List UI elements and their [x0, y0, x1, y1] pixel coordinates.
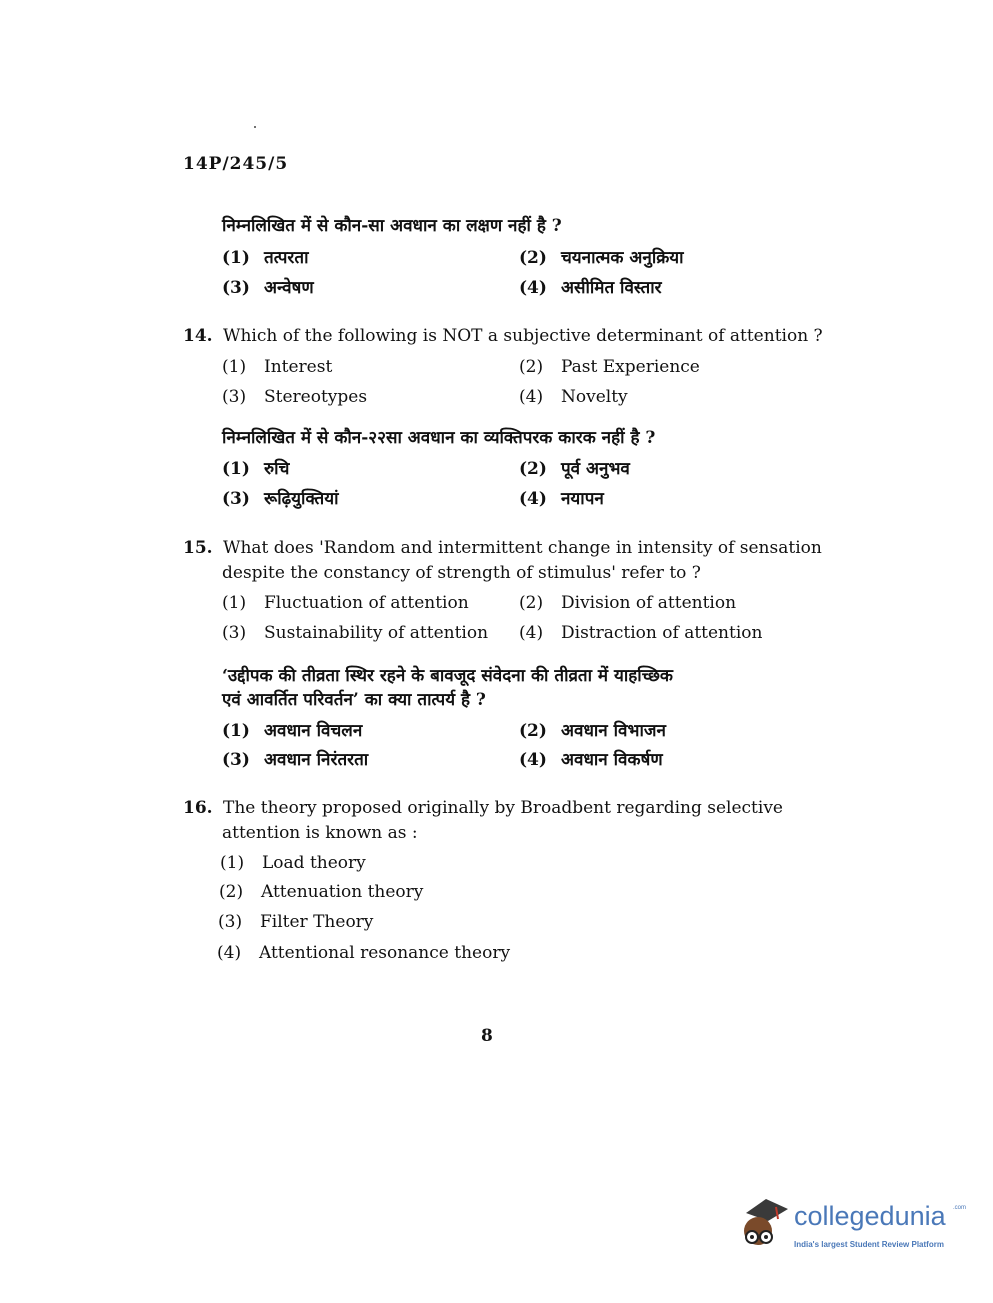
option-number: (3)	[222, 489, 250, 509]
option-number: (3)	[222, 387, 247, 407]
q16-question-line-2: attention is known as :	[222, 823, 418, 843]
q14-option-2	[519, 357, 700, 377]
option-number: (2)	[519, 721, 547, 741]
q14-hindi-option-3	[222, 486, 339, 509]
option-number: (4)	[519, 489, 547, 509]
q13-hindi-option-2	[519, 245, 684, 268]
q15-hindi-line-1: ‘उद्दीपक की तीव्रता स्थिर रहने के बावजूद संवेदना की तीव्रता में याहच्छिक	[222, 666, 673, 686]
option-text: चयनात्मक अनुक्रिया	[561, 248, 684, 268]
option-text: तत्परता	[264, 248, 309, 268]
option-number: (4)	[217, 943, 242, 963]
question-number: 15.	[183, 538, 213, 558]
option-number: (4)	[519, 278, 547, 298]
option-text: Distraction of attention	[561, 623, 763, 643]
option-number: (3)	[222, 623, 247, 643]
option-number: (4)	[519, 387, 544, 407]
option-text: अवधान निरंतरता	[264, 750, 369, 770]
q16-option-1	[220, 853, 366, 873]
q14-hindi-text: निम्नलिखित में से कौन-२२सा अवधान का व्यक्तिपरक कारक नहीं है ?	[222, 428, 656, 448]
option-number: (1)	[222, 357, 247, 377]
option-text: Sustainability of attention	[264, 623, 489, 643]
brand-name: collegedunia	[794, 1201, 946, 1231]
q16-option-4	[217, 943, 510, 963]
option-number: (1)	[222, 459, 250, 479]
option-text: Filter Theory	[260, 912, 374, 932]
option-text: अन्वेषण	[264, 278, 314, 298]
q15-question-line-1	[183, 538, 822, 558]
q15-hindi-option-2	[519, 718, 666, 741]
brand-domain: .com	[953, 1205, 967, 1211]
option-number: (2)	[519, 248, 547, 268]
option-number: (3)	[218, 912, 243, 932]
option-text: रूढ़ियुक्तियां	[264, 489, 339, 509]
q13-hindi-option-4	[519, 275, 662, 298]
brand-tagline: India's largest Student Review Platform	[794, 1240, 944, 1249]
q15-hindi-option-4	[519, 747, 663, 770]
option-text: रुचि	[264, 459, 290, 479]
q13-hindi-option-1	[222, 245, 308, 268]
q13-hindi-option-3	[222, 275, 314, 298]
question-text: What does 'Random and intermittent change in intensity of sensation	[223, 538, 822, 558]
option-number: (2)	[519, 593, 544, 613]
q14-option-4	[519, 387, 628, 407]
q14-option-1	[222, 357, 332, 377]
option-number: (2)	[219, 882, 244, 902]
mascot-icon	[736, 1195, 792, 1255]
option-text: अवधान विभाजन	[561, 721, 666, 741]
question-number: 16.	[183, 798, 213, 818]
option-text: Division of attention	[561, 593, 737, 613]
option-text: Novelty	[561, 387, 628, 407]
option-number: (4)	[519, 750, 547, 770]
q15-option-3	[222, 623, 488, 643]
option-number: (3)	[222, 750, 250, 770]
q14-hindi-option-1	[222, 456, 289, 479]
option-text: नयापन	[561, 489, 604, 509]
q15-question-line-2: despite the constancy of strength of stimulus' refer to ?	[222, 563, 701, 583]
q16-option-3	[218, 912, 373, 932]
option-number: (2)	[519, 459, 547, 479]
option-number: (2)	[519, 357, 544, 377]
q15-option-1	[222, 593, 469, 613]
option-text: अवधान विचलन	[264, 721, 363, 741]
q14-question	[183, 326, 823, 346]
option-text: Attenuation theory	[261, 882, 424, 902]
q16-option-2	[219, 882, 423, 902]
option-text: Past Experience	[561, 357, 700, 377]
question-number: 14.	[183, 326, 213, 346]
question-text: Which of the following is NOT a subjective determinant of attention ?	[223, 326, 823, 346]
option-number: (1)	[222, 593, 247, 613]
scan-speck	[254, 126, 256, 128]
option-text: पूर्व अनुभव	[561, 459, 630, 479]
q14-hindi-option-2	[519, 456, 630, 479]
question-text: The theory proposed originally by Broadbent regarding selective	[223, 798, 783, 818]
q14-hindi-option-4	[519, 486, 604, 509]
q15-hindi-option-1	[222, 718, 362, 741]
option-number: (1)	[220, 853, 245, 873]
q15-hindi-line-2: एवं आवर्तित परिवर्तन’ का क्या तात्पर्य है ?	[222, 690, 486, 710]
option-text: Stereotypes	[264, 387, 368, 407]
collegedunia-watermark	[736, 1195, 966, 1265]
q15-option-4	[519, 623, 762, 643]
option-text: असीमित विस्तार	[561, 278, 662, 298]
option-text: Fluctuation of attention	[264, 593, 469, 613]
q15-option-2	[519, 593, 736, 613]
option-text: Load theory	[262, 853, 366, 873]
q16-question-line-1	[183, 798, 783, 818]
page-number: 8	[481, 1026, 493, 1046]
q13-hindi-text: निम्नलिखित में से कौन-सा अवधान का लक्षण नहीं है ?	[222, 216, 562, 236]
option-number: (3)	[222, 278, 250, 298]
paper-code: 14P/245/5	[183, 154, 289, 174]
q14-option-3	[222, 387, 367, 407]
q15-hindi-option-3	[222, 747, 368, 770]
option-text: अवधान विकर्षण	[561, 750, 663, 770]
option-text: Interest	[264, 357, 333, 377]
option-number: (4)	[519, 623, 544, 643]
option-number: (1)	[222, 721, 250, 741]
option-number: (1)	[222, 248, 250, 268]
option-text: Attentional resonance theory	[259, 943, 511, 963]
